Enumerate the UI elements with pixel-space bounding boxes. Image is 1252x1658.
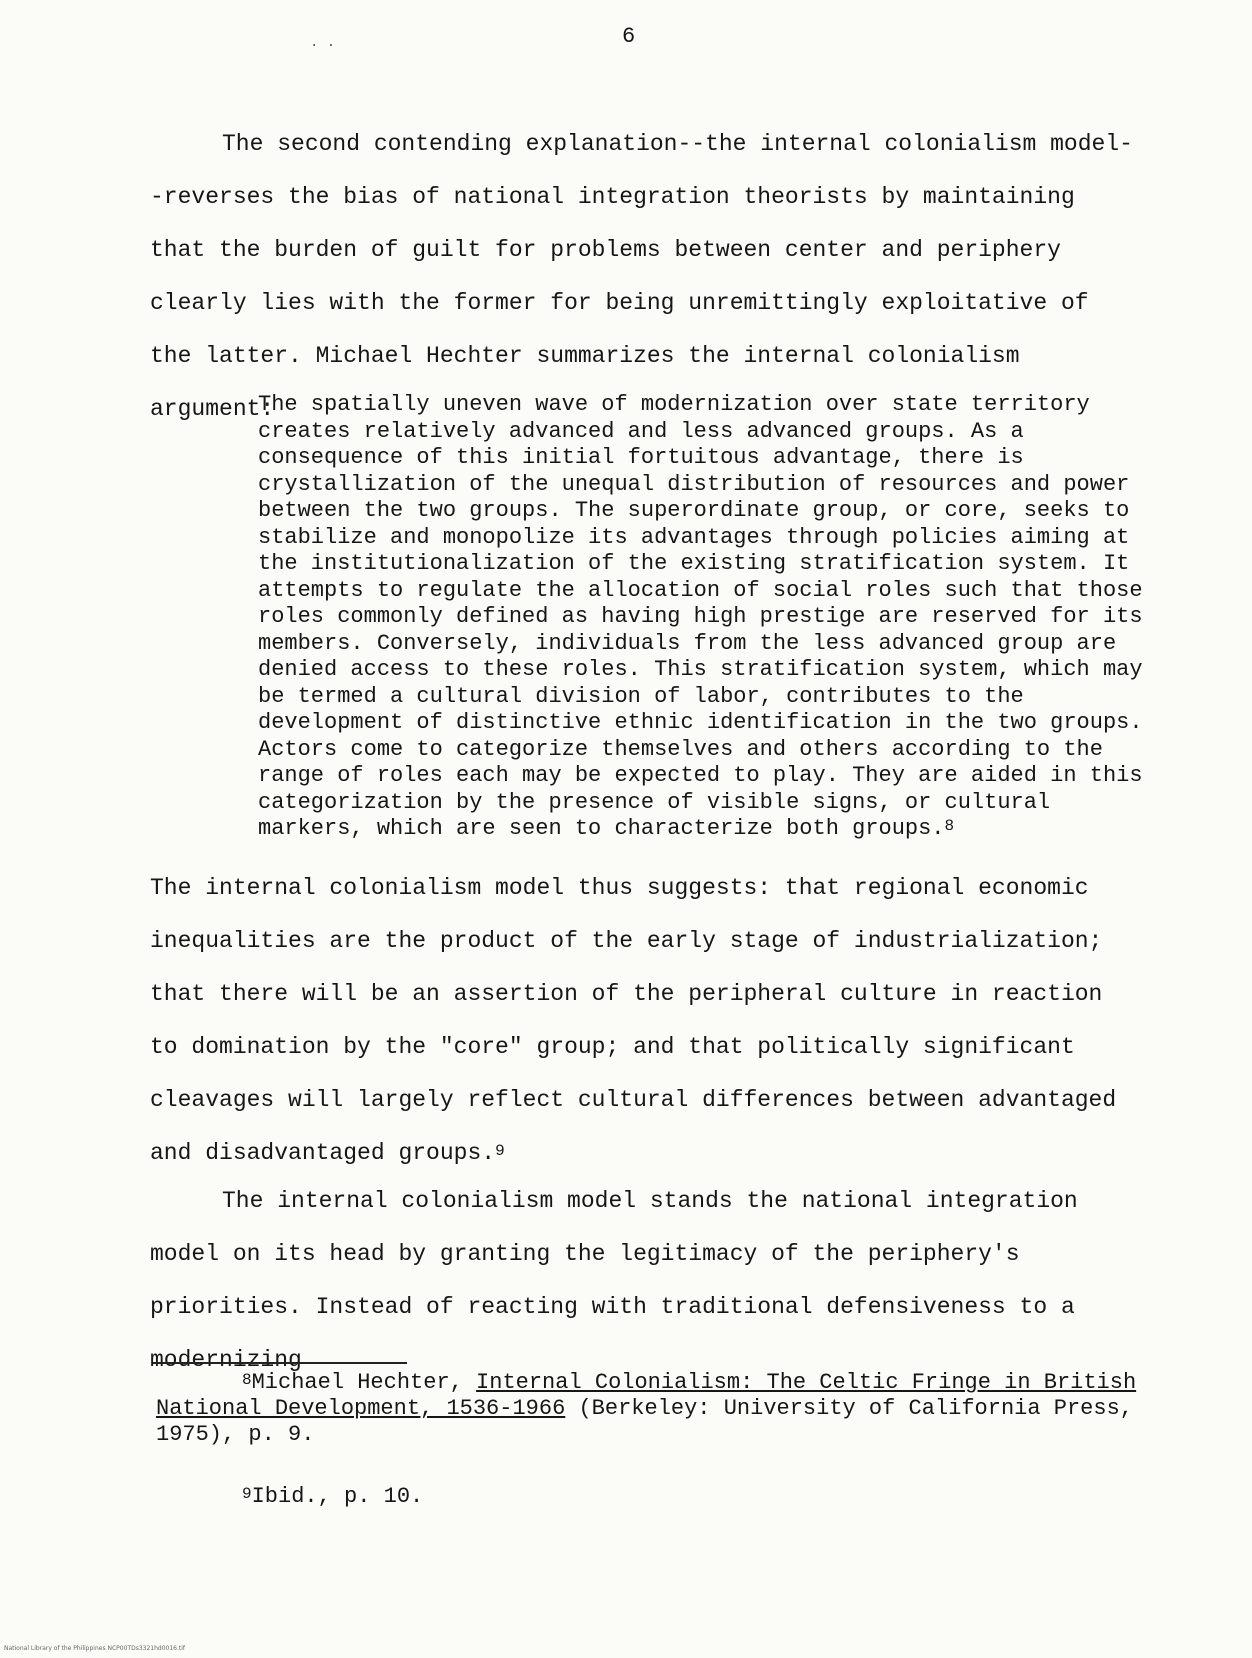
scan-footer: National Library of the Philippines NCP00TDs3321hd0016.tif: [4, 1645, 186, 1652]
scan-speck: · ·: [310, 38, 336, 54]
footnote-author: Michael Hechter,: [251, 1370, 477, 1395]
page-number: 6: [622, 24, 636, 49]
footnote-9: [156, 1484, 1146, 1510]
body-paragraph-3: [150, 1175, 1140, 1387]
footnote-ref-9: 9: [495, 1142, 505, 1160]
footnote-book-title: Internal Colonialism: The Celtic Fringe in British National Development, 1536-1966: [156, 1370, 1137, 1421]
body-paragraph-1: [150, 118, 1140, 436]
quote-text: The spatially uneven wave of modernization over state territory creates relatively advanced and less advanced groups. As a consequence of this initial fortuitous advantage, there is crystallization of the unequal distribution of resources and power between the two groups. The superordinate group, or core, seeks to stabilize and monopolize its advantages through policies aiming at the institutionalization of the existing stratification system. It attempts to regulate the allocation of social roles such that those roles commonly defined as having high prestige are reserved for its members. Conversely, individuals from the less advanced group are denied access to these roles. This stratification system, which may be termed a cultural division of labor, contributes to the development of distinctive ethnic identification in the two groups. Actors come to categorize themselves and others according to the range of roles each may be expected to play. They are aided in this categorization by the presence of visible signs, or cultural markers, which are seen to characterize both groups.: [258, 392, 1143, 841]
body-paragraph-2: [150, 862, 1140, 1180]
footnote-publication: (Berkeley: University of California Press, 1975), p. 9.: [156, 1396, 1133, 1447]
paragraph-text: The internal colonialism model stands the national integration model on its head by granting the legitimacy of the periphery's priorities. Instead of reacting with traditional defensiveness to a modernizing: [150, 1188, 1078, 1373]
block-quote: [258, 392, 1148, 843]
footnote-number: 9: [242, 1485, 252, 1503]
paragraph-text: The second contending explanation--the internal colonialism model--reverses the bias of national integration theorists by maintaining that the burden of guilt for problems between center and periphery clearly lies with the former for being unremittingly exploitative of the latter. Michael Hechter summarizes the internal colonialism argument:: [150, 131, 1133, 422]
footnote-text: Ibid., p. 10.: [251, 1484, 424, 1509]
footnote-number: 8: [242, 1371, 252, 1389]
footnote-8: [156, 1370, 1146, 1448]
footnote-ref-8: 8: [944, 817, 955, 835]
paragraph-text: The internal colonialism model thus suggests: that regional economic inequalities are the product of the early stage of industrialization; that there will be an assertion of the peripheral culture in reaction to domination by the "core" group; and that politically significant cleavages will largely reflect cultural differences between advantaged and disadvantaged groups.: [150, 875, 1117, 1166]
footnote-divider: [153, 1362, 407, 1364]
